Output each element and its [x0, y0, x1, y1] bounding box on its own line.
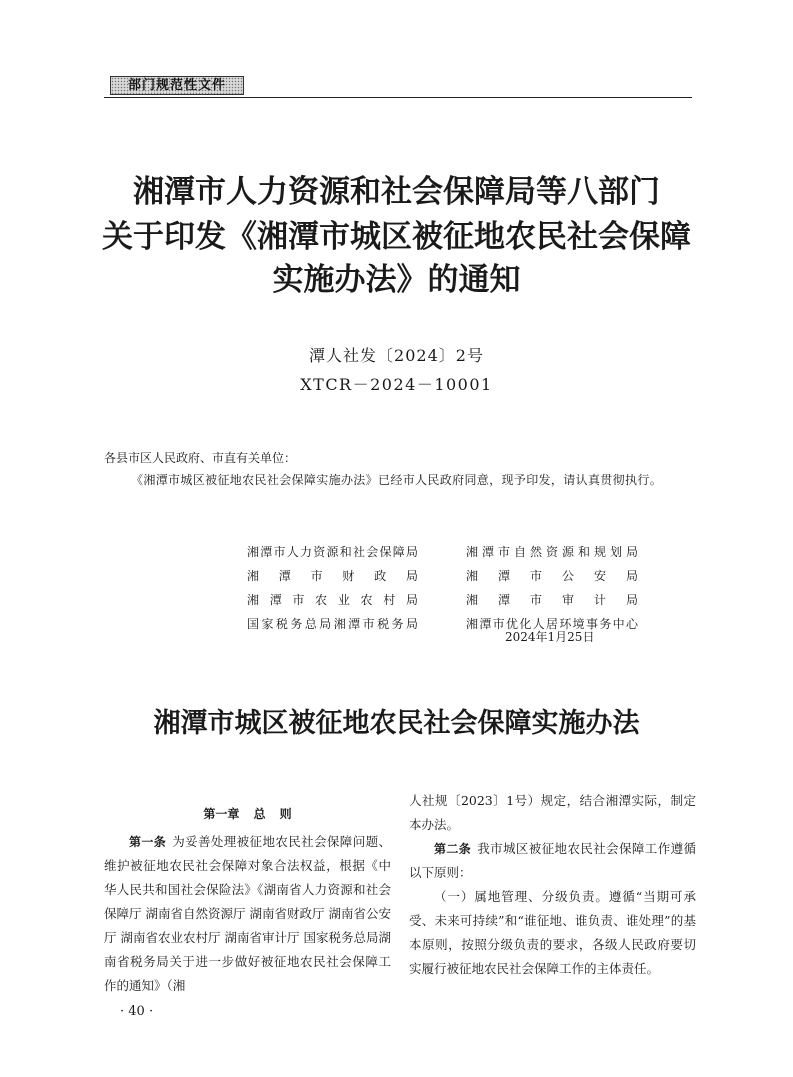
article-label: 第二条 — [434, 842, 472, 856]
measures-title: 湘潭市城区被征地农民社会保障实施办法 — [153, 708, 640, 739]
signatories-right — [466, 540, 638, 636]
notice-title-line-1: 湘潭市人力资源和社会保障局等八部门 — [133, 174, 660, 210]
signatory: 湘潭市审计局 — [466, 593, 638, 607]
article-2 — [409, 837, 696, 885]
signatories-left — [247, 540, 418, 636]
article-1-continued: 人社规〔2023〕1号）规定，结合湘潭实际，制定本办法。 — [409, 793, 696, 832]
issue-date: 2024年1月25日 — [505, 630, 595, 644]
page-number: · 40 · — [120, 1004, 154, 1019]
document-number: 潭人社发〔2024〕2号 — [309, 346, 484, 365]
signatory: 湘潭市自然资源和规划局 — [466, 545, 638, 559]
header-divider — [104, 97, 692, 98]
left-column — [104, 800, 391, 998]
article-text: 为妥善处理被征地农民社会保障问题、维护被征地农民社会保障对象合法权益，根据《中华人民共和国社会保险法》《湖南省人力资源和社会保障厅 湖南省自然资源厅 湖南省财政厅 湖南省公安厅 湖南省农业农村厅 湖南省审计厅 国家税务总局湖南省税务局关于进一步做好被征地农民社会保障工作的通知》（湘 — [104, 834, 391, 993]
salutation: 各县市区人民政府、市直有关单位： — [104, 451, 297, 465]
document-code: XTCR－2024－10001 — [300, 375, 493, 394]
article-label: 第一条 — [129, 835, 167, 849]
chapter-heading: 第一章 总 则 — [203, 807, 292, 821]
notice-body: 《湘潭市城区被征地农民社会保障实施办法》已经市人民政府同意，现予印发，请认真贯彻执行。 — [131, 473, 663, 487]
article-1 — [104, 830, 391, 998]
signatory: 湘潭市优化人居环境事务中心 — [466, 617, 638, 631]
category-tag: 部门规范性文件 — [110, 76, 244, 95]
signatory: 湘潭市农业农村局 — [247, 593, 418, 607]
signatory: 湘潭市财政局 — [247, 569, 418, 583]
notice-title-line-2: 关于印发《湘潭市城区被征地农民社会保障 — [102, 219, 691, 255]
signatory: 湘潭市人力资源和社会保障局 — [247, 545, 418, 559]
signatory: 国家税务总局湘潭市税务局 — [247, 617, 418, 631]
signatory: 湘潭市公安局 — [466, 569, 638, 583]
article-text: 我市城区被征地农民社会保障工作遵循以下原则： — [409, 841, 696, 880]
principle-1: （一）属地管理、分级负责。遵循“当期可承受、未来可持续”和“谁征地、谁负责、谁处理”的基本原则，按照分级负责的要求，各级人民政府要切实履行被征地农民社会保障工作的主体责任。 — [409, 889, 696, 976]
right-column — [409, 789, 696, 981]
notice-title-line-3: 实施办法》的通知 — [272, 262, 521, 298]
